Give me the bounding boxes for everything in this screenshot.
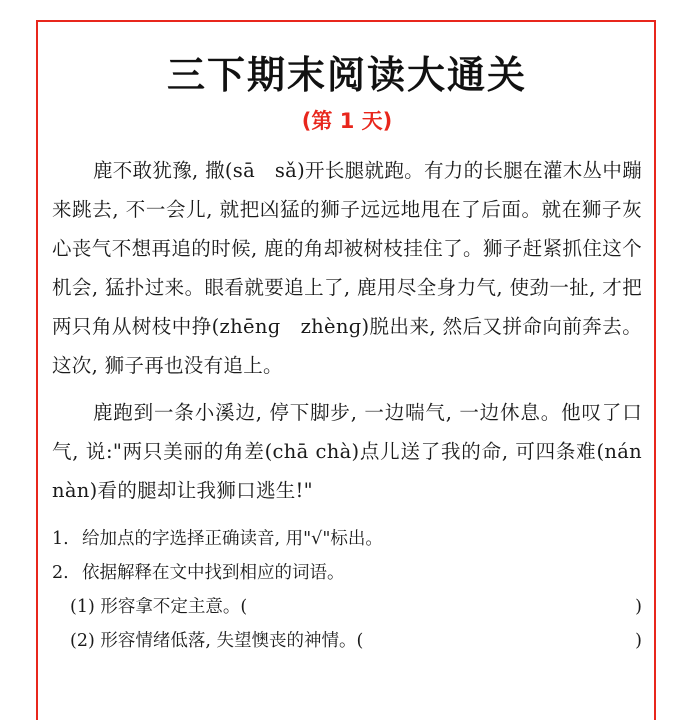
sub-question-text-2: (2) 形容情绪低落, 失望懊丧的神情。( [70, 631, 364, 651]
question-text-2: 依据解释在文中找到相应的词语。 [82, 563, 345, 583]
passage-paragraph-1: 鹿不敢犹豫, 撒(sā sǎ)开长腿就跑。有力的长腿在灌木丛中蹦来跳去, 不一会儿, 就把凶猛的狮子远远地甩在了后面。就在狮子灰心丧气不想再追的时候, 鹿的角却被树枝挂住了。狮子赶紧抓住这个机会, 猛扑过来。眼看就要追上了, 鹿用尽全身力气, 使劲一扯, 才把两只角从树枝中挣(zhēnɡ zhènɡ)脱出来, 然后又拼命向前奔去。这次, 狮子再也没有追上。 [52, 159, 642, 377]
document-content [52, 26, 642, 658]
sub-question-tail-2: ) [635, 631, 642, 651]
question-number-2: 2. [52, 563, 69, 583]
passage-paragraph-2: 鹿跑到一条小溪边, 停下脚步, 一边喘气, 一边休息。他叹了口气, 说:"两只美丽的角差(chā chà)点儿送了我的命, 可四条难(nán nàn)看的腿却让我狮口逃生!" [52, 401, 642, 502]
sub-question-text-1: (1) 形容拿不定主意。( [70, 597, 248, 617]
question-item-2 [52, 556, 642, 590]
page-title: 三下期末阅读大通关 [166, 53, 527, 97]
sub-question-tail-1: ) [635, 597, 642, 617]
sub-question-item-2 [52, 624, 642, 658]
page-subtitle: (第 1 天) [301, 109, 393, 133]
question-list [52, 522, 642, 658]
sub-question-item-1 [52, 590, 642, 624]
question-number-1: 1. [52, 529, 69, 549]
question-item-1 [52, 522, 642, 556]
question-text-1: 给加点的字选择正确读音, 用"√"标出。 [82, 529, 383, 549]
reading-passage [52, 151, 642, 510]
